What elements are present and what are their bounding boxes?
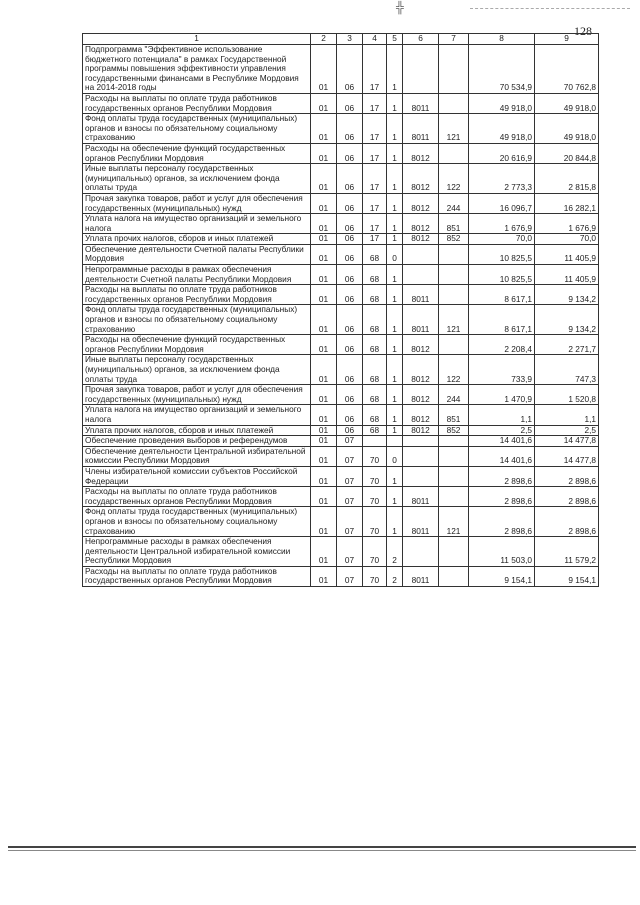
table-row bbox=[83, 234, 599, 245]
cell-c4: 68 bbox=[363, 405, 387, 425]
cell-c4 bbox=[363, 436, 387, 447]
cell-c6: 8011 bbox=[403, 487, 439, 507]
cell-c4: 68 bbox=[363, 425, 387, 436]
top-dash-line bbox=[470, 8, 630, 9]
cell-c4: 70 bbox=[363, 487, 387, 507]
cell-c9: 14 477,8 bbox=[535, 436, 599, 447]
cell-c2: 01 bbox=[311, 285, 337, 305]
row-name: Прочая закупка товаров, работ и услуг для обеспечения государственных (муниципальных) нужд bbox=[83, 385, 311, 405]
cell-c2: 01 bbox=[311, 487, 337, 507]
table-row bbox=[83, 405, 599, 425]
cell-c2: 01 bbox=[311, 335, 337, 355]
cell-c8: 70 534,9 bbox=[469, 45, 535, 94]
cell-c7: 244 bbox=[439, 385, 469, 405]
cell-c9: 11 405,9 bbox=[535, 244, 599, 264]
cell-c3: 07 bbox=[337, 446, 363, 466]
cell-c3: 06 bbox=[337, 335, 363, 355]
cell-c7 bbox=[439, 45, 469, 94]
cell-c6: 8011 bbox=[403, 566, 439, 586]
table-row bbox=[83, 265, 599, 285]
cell-c6 bbox=[403, 466, 439, 486]
cell-c9: 70 762,8 bbox=[535, 45, 599, 94]
row-name: Прочая закупка товаров, работ и услуг для обеспечения государственных (муниципальных) нужд bbox=[83, 193, 311, 213]
cell-c7 bbox=[439, 143, 469, 163]
cell-c2: 01 bbox=[311, 114, 337, 144]
cell-c8: 14 401,6 bbox=[469, 446, 535, 466]
cell-c7 bbox=[439, 537, 469, 567]
cell-c7: 121 bbox=[439, 305, 469, 335]
cell-c9: 2,5 bbox=[535, 425, 599, 436]
row-name: Иные выплаты персоналу государственных (муниципальных) органов, за исключением фонда оплаты труда bbox=[83, 164, 311, 194]
row-name: Обеспечение деятельности Центральной избирательной комиссии Республики Мордовия bbox=[83, 446, 311, 466]
cell-c2: 01 bbox=[311, 45, 337, 94]
cell-c7 bbox=[439, 244, 469, 264]
cell-c7: 121 bbox=[439, 114, 469, 144]
cell-c3: 06 bbox=[337, 425, 363, 436]
row-name: Расходы на обеспечение функций государственных органов Республики Мордовия bbox=[83, 335, 311, 355]
cell-c8: 70,0 bbox=[469, 234, 535, 245]
cell-c6: 8012 bbox=[403, 385, 439, 405]
cell-c5: 0 bbox=[387, 446, 403, 466]
budget-table bbox=[82, 33, 599, 587]
cell-c7 bbox=[439, 265, 469, 285]
cell-c4: 17 bbox=[363, 164, 387, 194]
cell-c6 bbox=[403, 45, 439, 94]
cell-c2: 01 bbox=[311, 566, 337, 586]
header-row bbox=[83, 34, 599, 45]
cell-c5: 1 bbox=[387, 487, 403, 507]
cell-c4: 68 bbox=[363, 244, 387, 264]
cell-c5: 1 bbox=[387, 234, 403, 245]
table-row bbox=[83, 335, 599, 355]
cell-c2: 01 bbox=[311, 164, 337, 194]
table-row bbox=[83, 285, 599, 305]
cell-c3: 06 bbox=[337, 265, 363, 285]
column-header: 1 bbox=[83, 34, 311, 45]
column-header: 8 bbox=[469, 34, 535, 45]
cell-c2: 01 bbox=[311, 143, 337, 163]
cell-c6: 8011 bbox=[403, 285, 439, 305]
cell-c5: 1 bbox=[387, 265, 403, 285]
cell-c7 bbox=[439, 487, 469, 507]
table-row bbox=[83, 164, 599, 194]
cell-c7 bbox=[439, 285, 469, 305]
cell-c6 bbox=[403, 446, 439, 466]
cell-c4: 68 bbox=[363, 335, 387, 355]
column-header: 3 bbox=[337, 34, 363, 45]
column-header: 9 bbox=[535, 34, 599, 45]
cell-c2: 01 bbox=[311, 436, 337, 447]
cell-c8: 2 898,6 bbox=[469, 487, 535, 507]
cell-c5: 1 bbox=[387, 335, 403, 355]
cell-c2: 01 bbox=[311, 425, 337, 436]
cell-c2: 01 bbox=[311, 234, 337, 245]
column-header: 5 bbox=[387, 34, 403, 45]
table-row bbox=[83, 466, 599, 486]
cell-c5: 1 bbox=[387, 405, 403, 425]
cell-c5: 1 bbox=[387, 507, 403, 537]
cell-c5: 1 bbox=[387, 466, 403, 486]
cell-c3: 07 bbox=[337, 566, 363, 586]
cell-c7 bbox=[439, 446, 469, 466]
cell-c5: 1 bbox=[387, 305, 403, 335]
row-name: Подпрограмма "Эффективное использование бюджетного потенциала" в рамках Государственной программы повышения эффективности управления государственными финансами в Республике Мордовия на 2014-2018 годы bbox=[83, 45, 311, 94]
row-name: Расходы на обеспечение функций государственных органов Республики Мордовия bbox=[83, 143, 311, 163]
cell-c4: 70 bbox=[363, 446, 387, 466]
cell-c3: 06 bbox=[337, 164, 363, 194]
cell-c3: 06 bbox=[337, 405, 363, 425]
cell-c4: 68 bbox=[363, 385, 387, 405]
cell-c3: 07 bbox=[337, 537, 363, 567]
row-name: Непрограммные расходы в рамках обеспечения деятельности Счетной палаты Республики Мордовия bbox=[83, 265, 311, 285]
row-name: Фонд оплаты труда государственных (муниципальных) органов и взносы по обязательному социальному страхованию bbox=[83, 507, 311, 537]
table-row bbox=[83, 487, 599, 507]
bottom-rule-thin bbox=[8, 850, 636, 851]
cell-c9: 11 405,9 bbox=[535, 265, 599, 285]
column-header: 4 bbox=[363, 34, 387, 45]
cell-c6: 8012 bbox=[403, 214, 439, 234]
cell-c2: 01 bbox=[311, 193, 337, 213]
cell-c6: 8012 bbox=[403, 405, 439, 425]
cell-c5: 0 bbox=[387, 244, 403, 264]
row-name: Фонд оплаты труда государственных (муниципальных) органов и взносы по обязательному социальному страхованию bbox=[83, 305, 311, 335]
cell-c2: 01 bbox=[311, 446, 337, 466]
cell-c8: 49 918,0 bbox=[469, 93, 535, 113]
table-row bbox=[83, 244, 599, 264]
cell-c5: 1 bbox=[387, 425, 403, 436]
cell-c6: 8012 bbox=[403, 193, 439, 213]
cell-c9: 49 918,0 bbox=[535, 93, 599, 113]
cell-c9: 9 134,2 bbox=[535, 285, 599, 305]
cell-c7: 121 bbox=[439, 507, 469, 537]
table-row bbox=[83, 143, 599, 163]
cell-c6: 8012 bbox=[403, 143, 439, 163]
cell-c6: 8011 bbox=[403, 305, 439, 335]
cell-c2: 01 bbox=[311, 305, 337, 335]
column-header: 7 bbox=[439, 34, 469, 45]
cell-c9: 747,3 bbox=[535, 355, 599, 385]
cell-c4: 17 bbox=[363, 143, 387, 163]
cell-c8: 8 617,1 bbox=[469, 305, 535, 335]
row-name: Расходы на выплаты по оплате труда работников государственных органов Республики Мордовия bbox=[83, 285, 311, 305]
cell-c3: 06 bbox=[337, 285, 363, 305]
cell-c3: 06 bbox=[337, 385, 363, 405]
cell-c9: 2 898,6 bbox=[535, 487, 599, 507]
cell-c9: 1 520,8 bbox=[535, 385, 599, 405]
cell-c7: 852 bbox=[439, 425, 469, 436]
row-name: Непрограммные расходы в рамках обеспечения деятельности Центральной избирательной комиссии Республики Мордовия bbox=[83, 537, 311, 567]
cell-c4: 17 bbox=[363, 193, 387, 213]
cell-c8: 16 096,7 bbox=[469, 193, 535, 213]
cell-c2: 01 bbox=[311, 405, 337, 425]
cell-c8: 10 825,5 bbox=[469, 265, 535, 285]
table-row bbox=[83, 114, 599, 144]
cell-c4: 17 bbox=[363, 45, 387, 94]
cell-c3: 06 bbox=[337, 244, 363, 264]
cell-c9: 16 282,1 bbox=[535, 193, 599, 213]
row-name: Уплата налога на имущество организаций и земельного налога bbox=[83, 214, 311, 234]
cell-c9: 49 918,0 bbox=[535, 114, 599, 144]
cell-c6: 8012 bbox=[403, 234, 439, 245]
table-row bbox=[83, 446, 599, 466]
cell-c7 bbox=[439, 466, 469, 486]
cell-c5: 1 bbox=[387, 143, 403, 163]
cell-c8: 10 825,5 bbox=[469, 244, 535, 264]
bottom-rule bbox=[8, 846, 636, 848]
cell-c4: 70 bbox=[363, 537, 387, 567]
cell-c9: 9 154,1 bbox=[535, 566, 599, 586]
cell-c2: 01 bbox=[311, 507, 337, 537]
cell-c5 bbox=[387, 436, 403, 447]
cell-c9: 1 676,9 bbox=[535, 214, 599, 234]
row-name: Расходы на выплаты по оплате труда работников государственных органов Республики Мордовия bbox=[83, 487, 311, 507]
cell-c8: 1 676,9 bbox=[469, 214, 535, 234]
cell-c6 bbox=[403, 537, 439, 567]
cell-c8: 8 617,1 bbox=[469, 285, 535, 305]
cell-c2: 01 bbox=[311, 355, 337, 385]
cell-c3: 06 bbox=[337, 305, 363, 335]
cell-c6: 8012 bbox=[403, 425, 439, 436]
table-row bbox=[83, 425, 599, 436]
top-mark: ╬ bbox=[396, 2, 404, 14]
cell-c5: 1 bbox=[387, 385, 403, 405]
cell-c2: 01 bbox=[311, 93, 337, 113]
cell-c7: 122 bbox=[439, 164, 469, 194]
row-name: Расходы на выплаты по оплате труда работников государственных органов Республики Мордовия bbox=[83, 93, 311, 113]
cell-c4: 68 bbox=[363, 305, 387, 335]
cell-c6: 8012 bbox=[403, 355, 439, 385]
cell-c8: 2 773,3 bbox=[469, 164, 535, 194]
column-header: 6 bbox=[403, 34, 439, 45]
cell-c8: 2 208,4 bbox=[469, 335, 535, 355]
cell-c3: 06 bbox=[337, 143, 363, 163]
column-header: 2 bbox=[311, 34, 337, 45]
row-name: Обеспечение проведения выборов и референдумов bbox=[83, 436, 311, 447]
cell-c6: 8012 bbox=[403, 335, 439, 355]
table-row bbox=[83, 214, 599, 234]
cell-c7 bbox=[439, 93, 469, 113]
cell-c6 bbox=[403, 436, 439, 447]
cell-c6: 8011 bbox=[403, 93, 439, 113]
cell-c4: 68 bbox=[363, 355, 387, 385]
cell-c4: 70 bbox=[363, 466, 387, 486]
row-name: Обеспечение деятельности Счетной палаты Республики Мордовия bbox=[83, 244, 311, 264]
cell-c4: 17 bbox=[363, 234, 387, 245]
table-row bbox=[83, 355, 599, 385]
cell-c2: 01 bbox=[311, 537, 337, 567]
cell-c4: 68 bbox=[363, 285, 387, 305]
row-name: Иные выплаты персоналу государственных (муниципальных) органов, за исключением фонда оплаты труда bbox=[83, 355, 311, 385]
table-row bbox=[83, 436, 599, 447]
cell-c8: 2 898,6 bbox=[469, 507, 535, 537]
cell-c8: 2,5 bbox=[469, 425, 535, 436]
cell-c5: 1 bbox=[387, 285, 403, 305]
cell-c7 bbox=[439, 436, 469, 447]
row-name: Уплата прочих налогов, сборов и иных платежей bbox=[83, 234, 311, 245]
cell-c3: 07 bbox=[337, 466, 363, 486]
cell-c3: 06 bbox=[337, 114, 363, 144]
cell-c8: 14 401,6 bbox=[469, 436, 535, 447]
cell-c9: 2 898,6 bbox=[535, 466, 599, 486]
cell-c3: 06 bbox=[337, 214, 363, 234]
cell-c3: 06 bbox=[337, 234, 363, 245]
cell-c2: 01 bbox=[311, 466, 337, 486]
cell-c7 bbox=[439, 566, 469, 586]
cell-c4: 17 bbox=[363, 214, 387, 234]
cell-c5: 1 bbox=[387, 193, 403, 213]
cell-c5: 1 bbox=[387, 114, 403, 144]
table-row bbox=[83, 193, 599, 213]
cell-c7: 851 bbox=[439, 405, 469, 425]
cell-c2: 01 bbox=[311, 265, 337, 285]
row-name: Расходы на выплаты по оплате труда работников государственных органов Республики Мордовия bbox=[83, 566, 311, 586]
row-name: Фонд оплаты труда государственных (муниципальных) органов и взносы по обязательному социальному страхованию bbox=[83, 114, 311, 144]
cell-c7: 122 bbox=[439, 355, 469, 385]
cell-c4: 70 bbox=[363, 507, 387, 537]
cell-c7: 244 bbox=[439, 193, 469, 213]
table-row bbox=[83, 45, 599, 94]
page-number: 128 bbox=[574, 24, 592, 38]
cell-c5: 1 bbox=[387, 355, 403, 385]
cell-c4: 17 bbox=[363, 114, 387, 144]
cell-c9: 1,1 bbox=[535, 405, 599, 425]
cell-c8: 49 918,0 bbox=[469, 114, 535, 144]
cell-c5: 1 bbox=[387, 45, 403, 94]
cell-c7 bbox=[439, 335, 469, 355]
cell-c6 bbox=[403, 265, 439, 285]
cell-c9: 20 844,8 bbox=[535, 143, 599, 163]
cell-c9: 70,0 bbox=[535, 234, 599, 245]
row-name: Члены избирательной комиссии субъектов Российской Федерации bbox=[83, 466, 311, 486]
table-row bbox=[83, 566, 599, 586]
cell-c4: 17 bbox=[363, 93, 387, 113]
cell-c9: 2 898,6 bbox=[535, 507, 599, 537]
cell-c9: 14 477,8 bbox=[535, 446, 599, 466]
row-name: Уплата налога на имущество организаций и земельного налога bbox=[83, 405, 311, 425]
cell-c6: 8011 bbox=[403, 114, 439, 144]
cell-c5: 1 bbox=[387, 164, 403, 194]
cell-c3: 06 bbox=[337, 193, 363, 213]
cell-c3: 06 bbox=[337, 45, 363, 94]
cell-c3: 07 bbox=[337, 436, 363, 447]
cell-c5: 2 bbox=[387, 566, 403, 586]
cell-c9: 9 134,2 bbox=[535, 305, 599, 335]
cell-c4: 70 bbox=[363, 566, 387, 586]
table-row bbox=[83, 305, 599, 335]
cell-c3: 07 bbox=[337, 507, 363, 537]
cell-c8: 733,9 bbox=[469, 355, 535, 385]
cell-c9: 2 271,7 bbox=[535, 335, 599, 355]
table-row bbox=[83, 537, 599, 567]
cell-c7: 851 bbox=[439, 214, 469, 234]
cell-c6: 8011 bbox=[403, 507, 439, 537]
cell-c8: 1 470,9 bbox=[469, 385, 535, 405]
table-row bbox=[83, 385, 599, 405]
cell-c9: 2 815,8 bbox=[535, 164, 599, 194]
cell-c6 bbox=[403, 244, 439, 264]
cell-c3: 07 bbox=[337, 487, 363, 507]
cell-c3: 06 bbox=[337, 355, 363, 385]
cell-c3: 06 bbox=[337, 93, 363, 113]
table-row bbox=[83, 93, 599, 113]
cell-c5: 2 bbox=[387, 537, 403, 567]
cell-c5: 1 bbox=[387, 214, 403, 234]
cell-c8: 20 616,9 bbox=[469, 143, 535, 163]
cell-c5: 1 bbox=[387, 93, 403, 113]
cell-c4: 68 bbox=[363, 265, 387, 285]
cell-c7: 852 bbox=[439, 234, 469, 245]
cell-c8: 11 503,0 bbox=[469, 537, 535, 567]
cell-c8: 1,1 bbox=[469, 405, 535, 425]
cell-c2: 01 bbox=[311, 214, 337, 234]
cell-c8: 9 154,1 bbox=[469, 566, 535, 586]
cell-c2: 01 bbox=[311, 244, 337, 264]
cell-c6: 8012 bbox=[403, 164, 439, 194]
cell-c2: 01 bbox=[311, 385, 337, 405]
cell-c9: 11 579,2 bbox=[535, 537, 599, 567]
cell-c8: 2 898,6 bbox=[469, 466, 535, 486]
row-name: Уплата прочих налогов, сборов и иных платежей bbox=[83, 425, 311, 436]
table-row bbox=[83, 507, 599, 537]
